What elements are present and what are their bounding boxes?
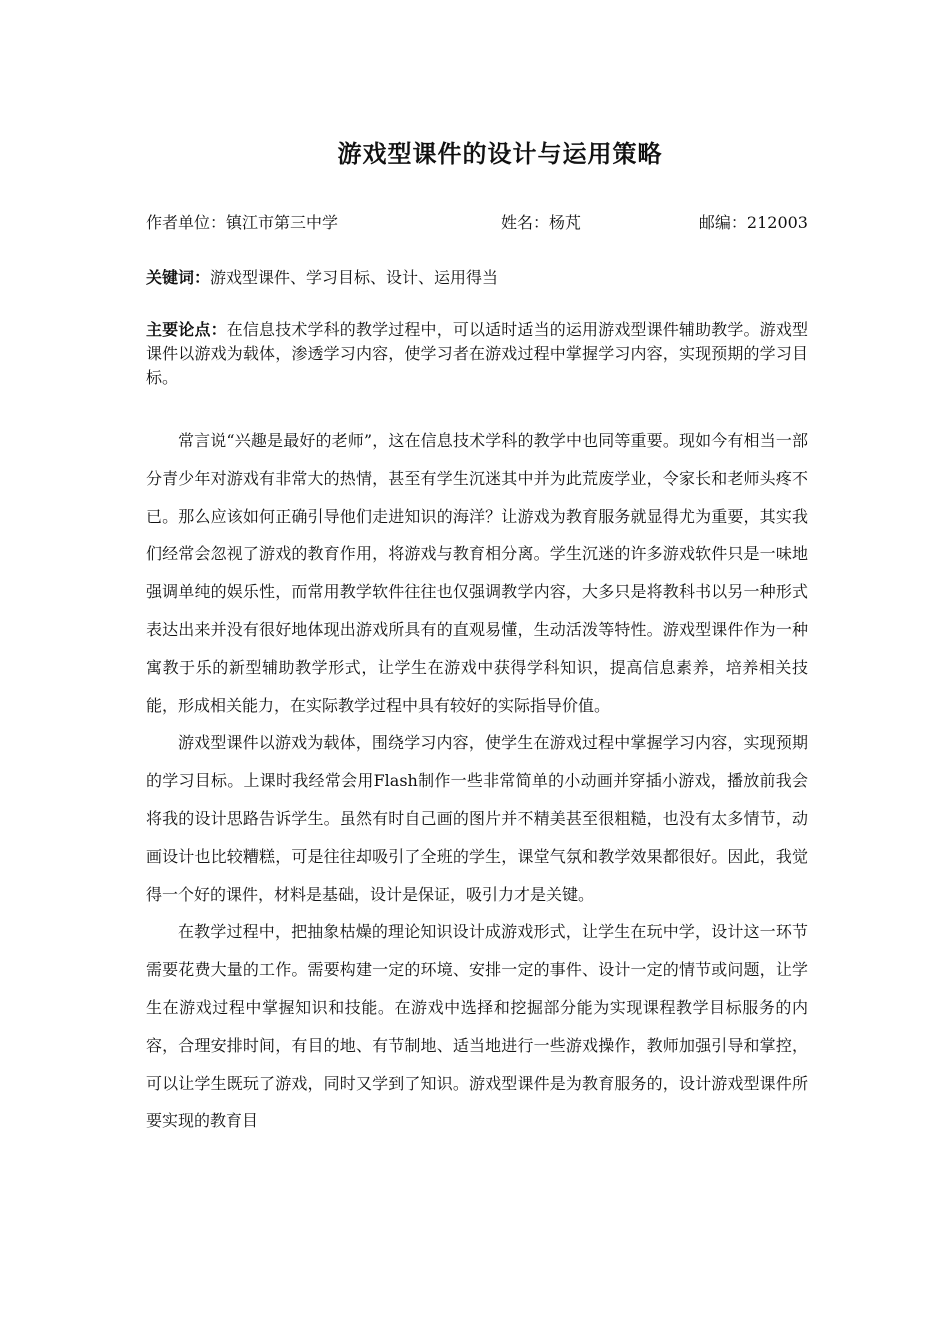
postal-code: 邮编：212003 — [698, 213, 808, 232]
document-title: 游戏型课件的设计与运用策略 — [337, 139, 663, 168]
abstract-label: 主要论点： — [146, 320, 227, 339]
body-paragraph: 常言说“兴趣是最好的老师”，这在信息技术学科的教学中也同等重要。现如今有相当一部分青少年对游戏有非常大的热情，甚至有学生沉迷其中并为此荒废学业，令家长和老师头疼不已。那么应该如何正确引导他们走进知识的海洋？让游戏为教育服务就显得尤为重要，其实我们经常会忽视了游戏的教育作用，将游戏与教育相分离。学生沉迷的许多游戏软件只是一味地强调单纯的娱乐性，而常用教学软件往往也仅强调教学内容，大多只是将教科书以另一种形式表达出来并没有很好地体现出游戏所具有的直观易懂，生动活泼等特性。游戏型课件作为一种寓教于乐的新型辅助教学形式，让学生在游戏中获得学科知识，提高信息素养，培养相关技能，形成相关能力，在实际教学过程中具有较好的实际指导价值。 — [146, 431, 808, 715]
keywords-line — [146, 265, 808, 288]
abstract-block — [146, 318, 808, 390]
author-name: 姓名：杨芃 — [501, 213, 582, 232]
body-paragraph: 游戏型课件以游戏为载体，围绕学习内容，使学生在游戏过程中掌握学习内容，实现预期的学习目标。上课时我经常会用Flash制作一些非常简单的小动画并穿插小游戏，播放前我会将我的设计思路告诉学生。虽然有时自己画的图片并不精美甚至很粗糙，也没有太多情节，动画设计也比较糟糕，可是往往却吸引了全班的学生，课堂气氛和教学效果都很好。因此，我觉得一个好的课件，材料是基础，设计是保证，吸引力才是关键。 — [146, 733, 808, 904]
body-text — [146, 422, 808, 1140]
author-unit: 作者单位：镇江市第三中学 — [146, 213, 339, 232]
author-info — [146, 210, 808, 234]
keywords-label: 关键词： — [146, 268, 211, 287]
keywords-text: 游戏型课件、学习目标、设计、运用得当 — [210, 268, 499, 287]
abstract-text: 在信息技术学科的教学过程中，可以适时适当的运用游戏型课件辅助教学。游戏型课件以游戏为载体，渗透学习内容，使学习者在游戏过程中掌握学习内容，实现预期的学习目标。 — [146, 320, 808, 387]
body-paragraph: 在教学过程中，把抽象枯燥的理论知识设计成游戏形式，让学生在玩中学，设计这一环节需要花费大量的工作。需要构建一定的环境、安排一定的事件、设计一定的情节或问题，让学生在游戏过程中掌握知识和技能。在游戏中选择和挖掘部分能为实现课程教学目标服务的内容，合理安排时间，有目的地、有节制地、适当地进行一些游戏操作，教师加强引导和掌控，可以让学生既玩了游戏，同时又学到了知识。游戏型课件是为教育服务的，设计游戏型课件所要实现的教育目 — [146, 922, 808, 1131]
